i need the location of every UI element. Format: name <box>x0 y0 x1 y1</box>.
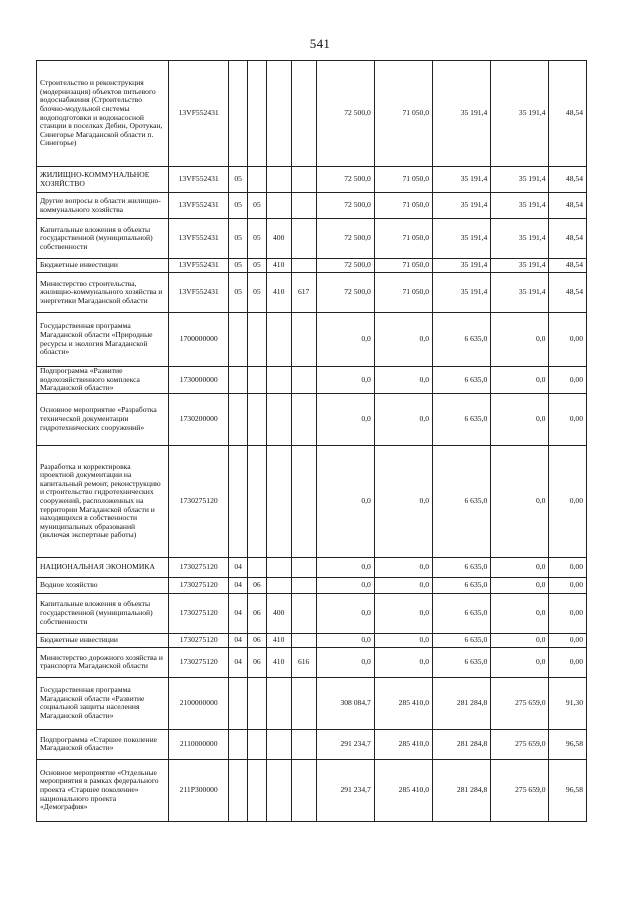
row-section: 05 <box>229 273 248 313</box>
row-value-3: 6 635,0 <box>433 313 491 367</box>
row-value-2: 0,0 <box>374 593 432 633</box>
row-name: Строительство и реконструкция (модернизация) объектов питьевого водоснабжения (Строительство блочно-модульной системы водоподготовки и водонасосной станции в поселках Дебин, Оротукан, Синегорье Магаданской области п. Синегорье) <box>37 61 169 167</box>
row-subsection: 05 <box>248 259 267 273</box>
row-value-2: 0,0 <box>374 393 432 445</box>
row-value-4: 0,0 <box>491 593 549 633</box>
row-percent: 0,00 <box>549 557 587 577</box>
row-value-2: 0,0 <box>374 313 432 367</box>
row-value-4: 35 191,4 <box>491 219 549 259</box>
row-percent: 48,54 <box>549 193 587 219</box>
table-row <box>37 313 587 367</box>
row-value-3: 35 191,4 <box>433 219 491 259</box>
row-name: Министерство дорожного хозяйства и транспорта Магаданской области <box>37 647 169 677</box>
row-admin-code <box>291 577 316 593</box>
row-name: Государственная программа Магаданской области «Развитие социальной защиты населения Магаданской области» <box>37 677 169 729</box>
row-value-3: 281 284,8 <box>433 729 491 759</box>
table-row <box>37 557 587 577</box>
row-subsection <box>248 367 267 394</box>
row-value-2: 285 410,0 <box>374 677 432 729</box>
row-subsection: 05 <box>248 219 267 259</box>
row-target-code: 1730200000 <box>169 393 229 445</box>
table-row <box>37 259 587 273</box>
row-admin-code <box>291 367 316 394</box>
row-target-code: 1730275120 <box>169 647 229 677</box>
row-value-3: 35 191,4 <box>433 167 491 193</box>
row-name: Подпрограмма «Старшее поколение Магаданской области» <box>37 729 169 759</box>
row-target-code: 13VF552431 <box>169 193 229 219</box>
row-expense-type: 410 <box>266 647 291 677</box>
row-expense-type <box>266 445 291 557</box>
row-subsection <box>248 313 267 367</box>
row-target-code: 1730275120 <box>169 633 229 647</box>
row-expense-type: 410 <box>266 633 291 647</box>
row-target-code: 13VF552431 <box>169 61 229 167</box>
row-section: 05 <box>229 167 248 193</box>
row-value-2: 71 050,0 <box>374 193 432 219</box>
row-subsection <box>248 393 267 445</box>
row-value-2: 71 050,0 <box>374 259 432 273</box>
table-row <box>37 445 587 557</box>
row-admin-code <box>291 167 316 193</box>
row-percent: 48,54 <box>549 259 587 273</box>
row-subsection <box>248 759 267 821</box>
row-section: 04 <box>229 593 248 633</box>
table-row <box>37 61 587 167</box>
row-value-2: 0,0 <box>374 445 432 557</box>
row-admin-code <box>291 759 316 821</box>
row-admin-code: 616 <box>291 647 316 677</box>
row-name: Министерство строительства, жилищно-коммунального хозяйства и энергетики Магаданской области <box>37 273 169 313</box>
table-row <box>37 759 587 821</box>
row-target-code: 1700000000 <box>169 313 229 367</box>
page-number: 541 <box>309 36 331 51</box>
row-section: 05 <box>229 219 248 259</box>
row-name: Подпрограмма «Развитие водохозяйственного комплекса Магаданской области» <box>37 367 169 394</box>
row-admin-code <box>291 557 316 577</box>
row-admin-code <box>291 677 316 729</box>
row-name: Разработка и корректировка проектной документации на капитальный ремонт, реконструкцию и строительство гидротехнических сооружений, расположенных на территории Магаданской области и находящихся в собственности муниципальных образований (включая экспертные работы) <box>37 445 169 557</box>
row-value-4: 0,0 <box>491 577 549 593</box>
row-subsection <box>248 557 267 577</box>
row-admin-code <box>291 633 316 647</box>
row-name: Основное мероприятие «Разработка технической документации гидротехнических сооружений» <box>37 393 169 445</box>
row-value-4: 0,0 <box>491 647 549 677</box>
row-value-2: 0,0 <box>374 557 432 577</box>
row-target-code: 1730275120 <box>169 445 229 557</box>
row-subsection: 06 <box>248 577 267 593</box>
row-section <box>229 445 248 557</box>
row-name: ЖИЛИЩНО-КОММУНАЛЬНОЕ ХОЗЯЙСТВО <box>37 167 169 193</box>
row-percent: 0,00 <box>549 445 587 557</box>
row-value-3: 6 635,0 <box>433 445 491 557</box>
row-value-2: 71 050,0 <box>374 167 432 193</box>
row-expense-type <box>266 313 291 367</box>
table-row <box>37 367 587 394</box>
row-value-1: 72 500,0 <box>316 273 374 313</box>
row-name: Бюджетные инвестиции <box>37 633 169 647</box>
row-value-3: 6 635,0 <box>433 633 491 647</box>
row-expense-type <box>266 577 291 593</box>
row-value-1: 72 500,0 <box>316 219 374 259</box>
row-value-2: 285 410,0 <box>374 759 432 821</box>
row-expense-type <box>266 759 291 821</box>
row-admin-code: 617 <box>291 273 316 313</box>
row-target-code: 1730275120 <box>169 557 229 577</box>
table-row <box>37 393 587 445</box>
row-value-2: 71 050,0 <box>374 219 432 259</box>
row-section <box>229 61 248 167</box>
row-subsection: 05 <box>248 193 267 219</box>
row-value-2: 0,0 <box>374 577 432 593</box>
row-value-3: 35 191,4 <box>433 61 491 167</box>
row-value-1: 0,0 <box>316 445 374 557</box>
row-section <box>229 729 248 759</box>
row-expense-type <box>266 557 291 577</box>
budget-table <box>36 60 587 822</box>
row-value-4: 35 191,4 <box>491 259 549 273</box>
row-value-3: 6 635,0 <box>433 393 491 445</box>
row-percent: 48,54 <box>549 273 587 313</box>
row-value-3: 35 191,4 <box>433 259 491 273</box>
row-expense-type: 400 <box>266 219 291 259</box>
row-admin-code <box>291 61 316 167</box>
row-subsection: 05 <box>248 273 267 313</box>
row-section <box>229 759 248 821</box>
table-row <box>37 167 587 193</box>
row-target-code: 2100000000 <box>169 677 229 729</box>
row-expense-type <box>266 167 291 193</box>
row-name: Бюджетные инвестиции <box>37 259 169 273</box>
row-percent: 48,54 <box>549 167 587 193</box>
row-percent: 48,54 <box>549 61 587 167</box>
row-target-code: 13VF552431 <box>169 259 229 273</box>
row-subsection: 06 <box>248 647 267 677</box>
row-value-1: 0,0 <box>316 393 374 445</box>
row-value-3: 6 635,0 <box>433 577 491 593</box>
row-value-1: 72 500,0 <box>316 193 374 219</box>
row-name: Государственная программа Магаданской области «Природные ресурсы и экология Магаданской области» <box>37 313 169 367</box>
row-value-2: 0,0 <box>374 647 432 677</box>
row-percent: 0,00 <box>549 367 587 394</box>
row-percent: 96,58 <box>549 759 587 821</box>
row-value-2: 285 410,0 <box>374 729 432 759</box>
table-row <box>37 193 587 219</box>
row-target-code: 1730275120 <box>169 577 229 593</box>
row-value-2: 71 050,0 <box>374 273 432 313</box>
row-expense-type <box>266 61 291 167</box>
row-section: 04 <box>229 647 248 677</box>
row-percent: 0,00 <box>549 577 587 593</box>
row-subsection <box>248 729 267 759</box>
row-percent: 0,00 <box>549 593 587 633</box>
row-section: 04 <box>229 633 248 647</box>
row-expense-type <box>266 367 291 394</box>
table-row <box>37 273 587 313</box>
row-subsection <box>248 677 267 729</box>
row-value-1: 72 500,0 <box>316 61 374 167</box>
row-section <box>229 367 248 394</box>
row-expense-type: 410 <box>266 259 291 273</box>
row-value-1: 291 234,7 <box>316 729 374 759</box>
row-target-code: 1730275120 <box>169 593 229 633</box>
row-value-1: 0,0 <box>316 313 374 367</box>
row-target-code: 2110000000 <box>169 729 229 759</box>
row-expense-type <box>266 393 291 445</box>
table-row <box>37 593 587 633</box>
row-value-3: 6 635,0 <box>433 557 491 577</box>
row-value-2: 0,0 <box>374 367 432 394</box>
row-admin-code <box>291 219 316 259</box>
row-subsection <box>248 167 267 193</box>
row-section <box>229 393 248 445</box>
row-section <box>229 313 248 367</box>
row-value-4: 35 191,4 <box>491 193 549 219</box>
table-row <box>37 647 587 677</box>
row-target-code: 1730000000 <box>169 367 229 394</box>
row-subsection: 06 <box>248 633 267 647</box>
row-expense-type <box>266 193 291 219</box>
row-value-1: 0,0 <box>316 647 374 677</box>
row-expense-type: 400 <box>266 593 291 633</box>
row-percent: 0,00 <box>549 647 587 677</box>
table-row <box>37 677 587 729</box>
row-expense-type <box>266 677 291 729</box>
row-admin-code <box>291 193 316 219</box>
row-section: 05 <box>229 259 248 273</box>
row-value-4: 275 659,0 <box>491 677 549 729</box>
row-value-4: 275 659,0 <box>491 729 549 759</box>
row-section: 04 <box>229 557 248 577</box>
row-value-4: 35 191,4 <box>491 167 549 193</box>
row-percent: 0,00 <box>549 633 587 647</box>
row-admin-code <box>291 445 316 557</box>
row-value-1: 291 234,7 <box>316 759 374 821</box>
row-value-1: 0,0 <box>316 633 374 647</box>
row-percent: 96,58 <box>549 729 587 759</box>
row-admin-code <box>291 393 316 445</box>
row-admin-code <box>291 729 316 759</box>
row-value-4: 35 191,4 <box>491 61 549 167</box>
row-section: 04 <box>229 577 248 593</box>
row-value-4: 0,0 <box>491 445 549 557</box>
row-value-2: 71 050,0 <box>374 61 432 167</box>
table-row <box>37 577 587 593</box>
row-value-1: 0,0 <box>316 557 374 577</box>
row-section: 05 <box>229 193 248 219</box>
table-row <box>37 633 587 647</box>
row-name: Основное мероприятие «Отдельные мероприятия в рамках федерального проекта «Старшее поколение» национального проекта «Демография» <box>37 759 169 821</box>
row-percent: 0,00 <box>549 393 587 445</box>
row-expense-type: 410 <box>266 273 291 313</box>
row-value-4: 0,0 <box>491 393 549 445</box>
row-value-3: 35 191,4 <box>433 273 491 313</box>
row-value-4: 0,0 <box>491 557 549 577</box>
row-admin-code <box>291 259 316 273</box>
row-target-code: 13VF552431 <box>169 219 229 259</box>
row-value-4: 35 191,4 <box>491 273 549 313</box>
row-section <box>229 677 248 729</box>
row-value-3: 281 284,8 <box>433 759 491 821</box>
row-name: Капитальные вложения в объекты государственной (муниципальной) собственности <box>37 593 169 633</box>
row-percent: 48,54 <box>549 219 587 259</box>
row-value-1: 0,0 <box>316 367 374 394</box>
row-value-4: 0,0 <box>491 633 549 647</box>
row-name: Водное хозяйство <box>37 577 169 593</box>
row-value-3: 35 191,4 <box>433 193 491 219</box>
row-name: НАЦИОНАЛЬНАЯ ЭКОНОМИКА <box>37 557 169 577</box>
row-target-code: 13VF552431 <box>169 167 229 193</box>
row-value-4: 0,0 <box>491 313 549 367</box>
row-value-3: 6 635,0 <box>433 367 491 394</box>
row-value-1: 0,0 <box>316 593 374 633</box>
row-value-1: 72 500,0 <box>316 259 374 273</box>
row-value-1: 72 500,0 <box>316 167 374 193</box>
row-value-4: 275 659,0 <box>491 759 549 821</box>
row-name: Другие вопросы в области жилищно-коммунального хозяйства <box>37 193 169 219</box>
row-subsection <box>248 445 267 557</box>
row-name: Капитальные вложения в объекты государственной (муниципальной) собственности <box>37 219 169 259</box>
table-row <box>37 219 587 259</box>
row-target-code: 13VF552431 <box>169 273 229 313</box>
row-value-4: 0,0 <box>491 367 549 394</box>
row-admin-code <box>291 313 316 367</box>
row-value-1: 0,0 <box>316 577 374 593</box>
row-expense-type <box>266 729 291 759</box>
row-value-1: 308 084,7 <box>316 677 374 729</box>
table-row <box>37 729 587 759</box>
row-admin-code <box>291 593 316 633</box>
row-value-2: 0,0 <box>374 633 432 647</box>
row-target-code: 211P300000 <box>169 759 229 821</box>
row-percent: 91,30 <box>549 677 587 729</box>
row-subsection <box>248 61 267 167</box>
row-value-3: 281 284,8 <box>433 677 491 729</box>
row-subsection: 06 <box>248 593 267 633</box>
row-value-3: 6 635,0 <box>433 647 491 677</box>
row-percent: 0,00 <box>549 313 587 367</box>
row-value-3: 6 635,0 <box>433 593 491 633</box>
